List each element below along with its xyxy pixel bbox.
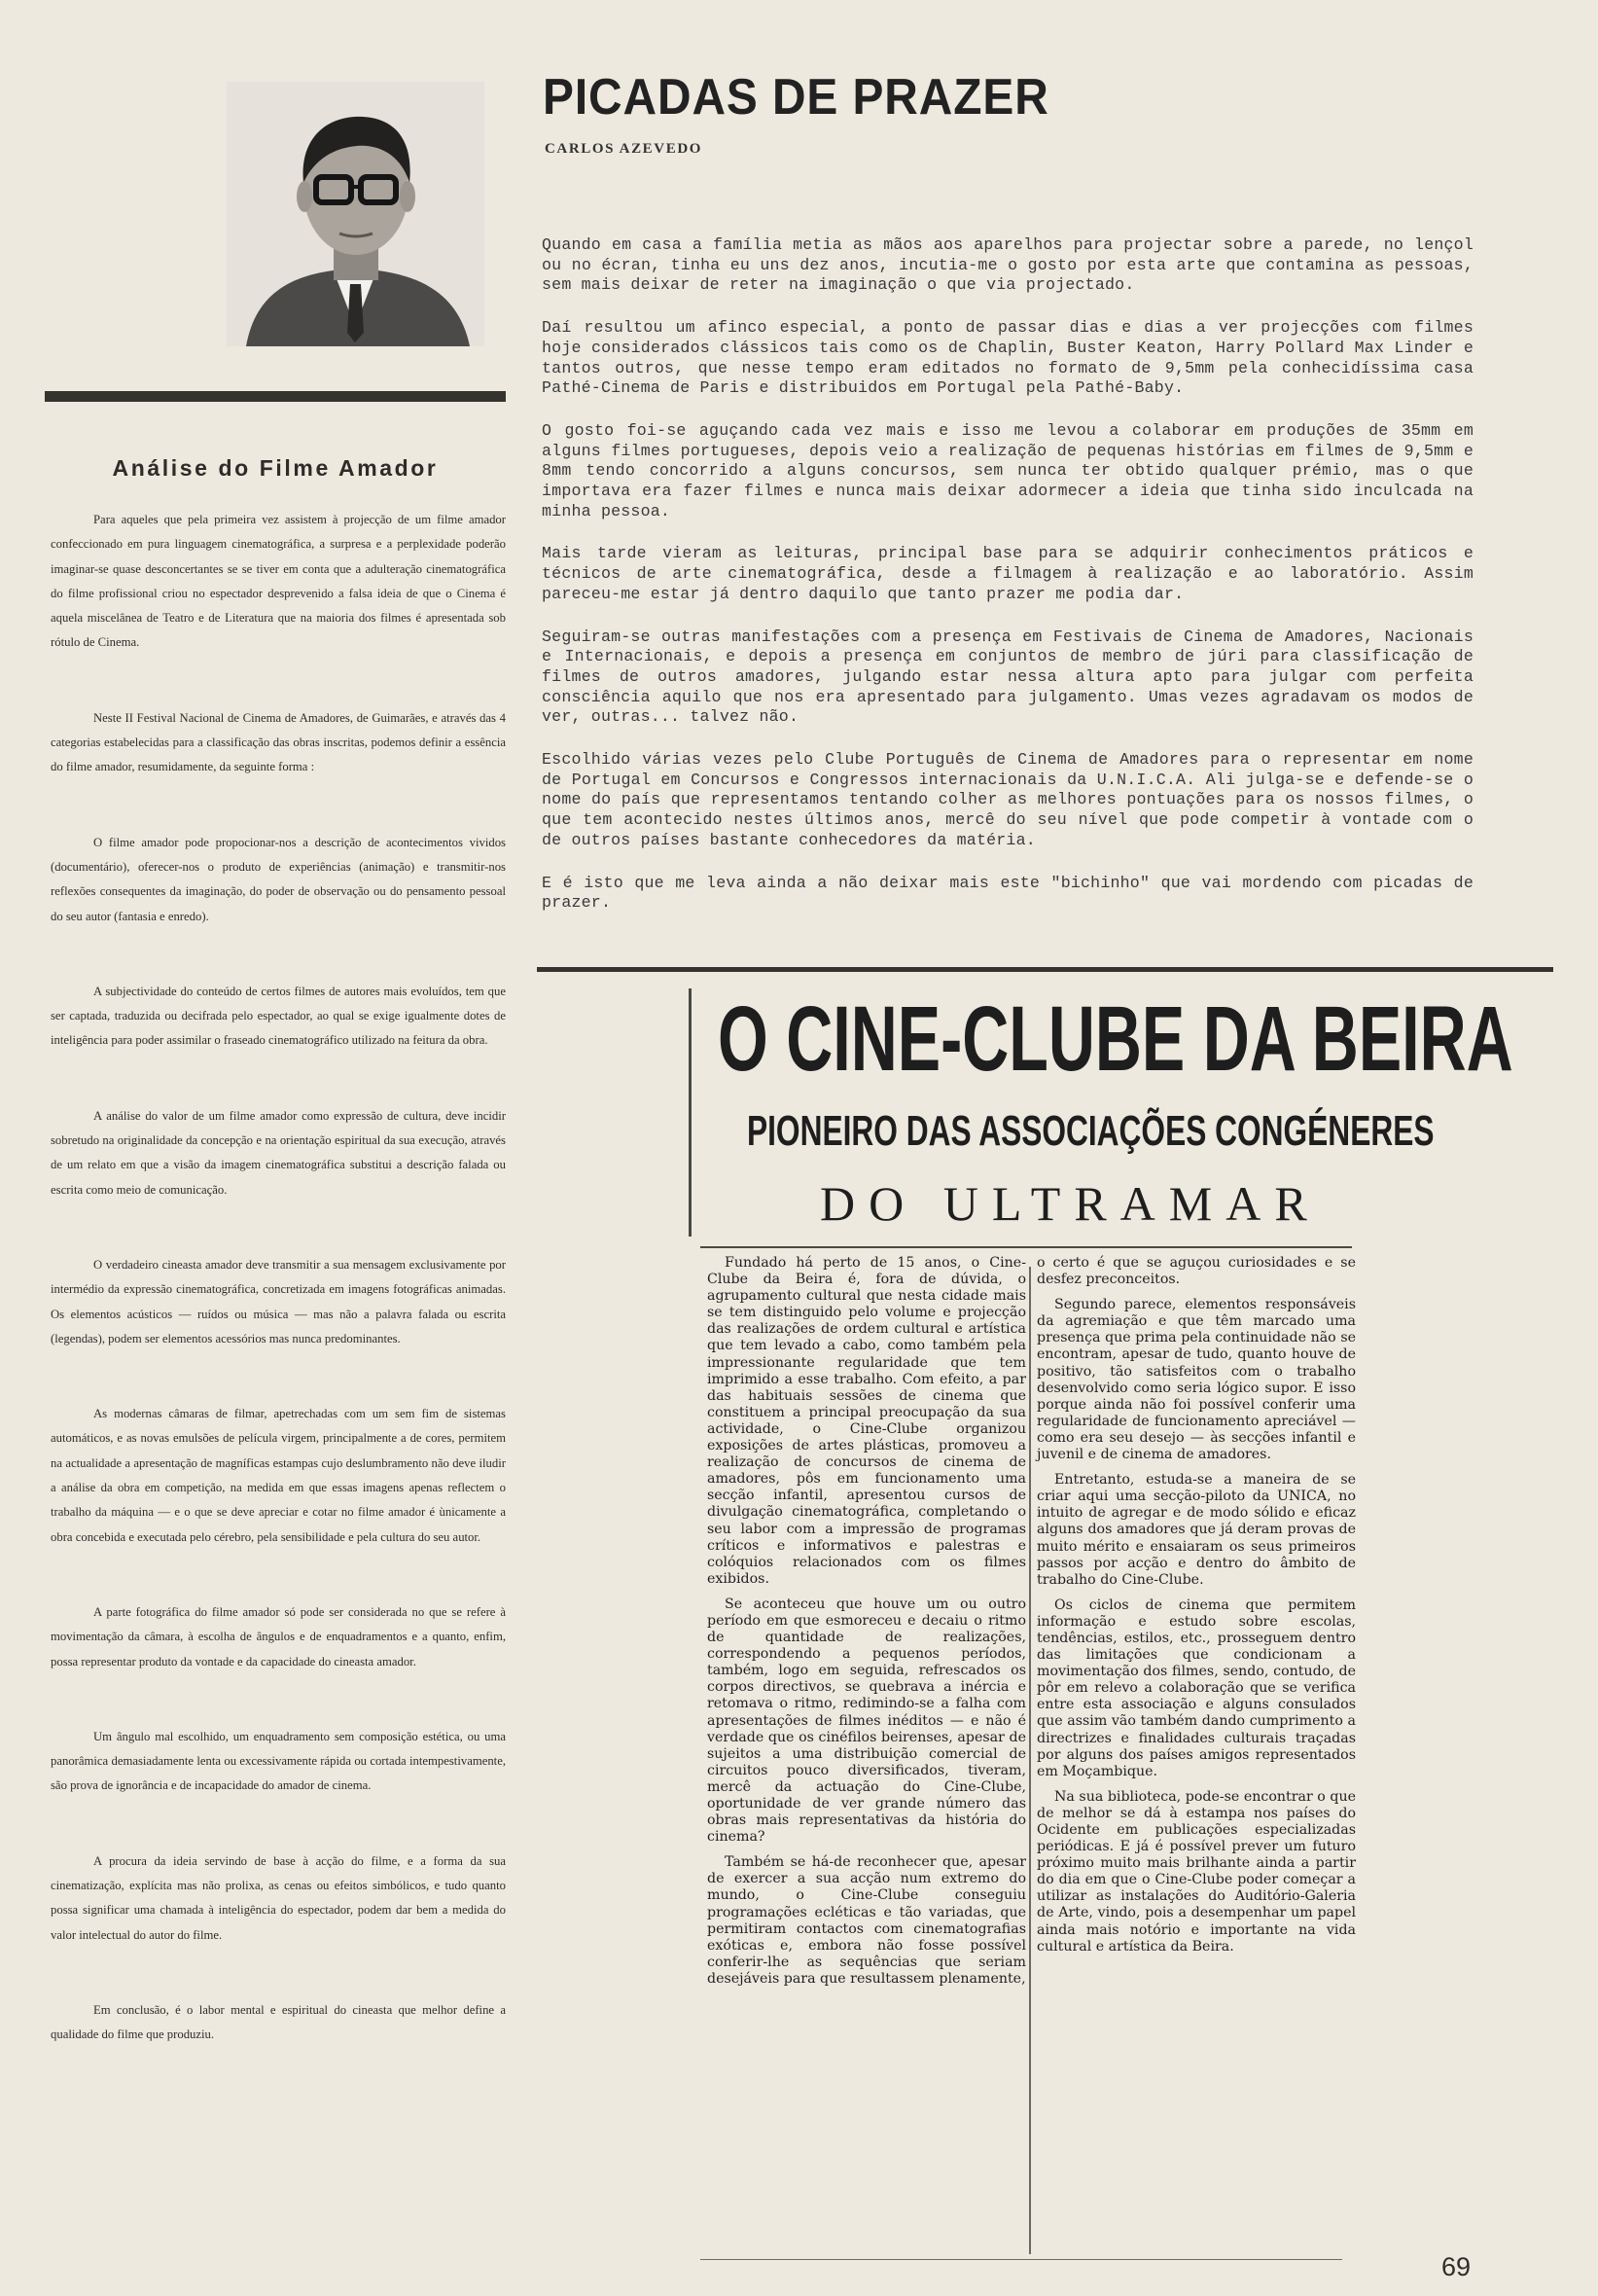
clipping-paragraph: Fundado há perto de 15 anos, o Cine-Clube da Beira é, fora de dúvida, o agrupamento cultural que nesta cidade mais se tem distinguido pelo volume e projecção das realizações de ordem cultural e artística que tem levado a cabo, como também pela impressionante regularidade que tem imprimido a esse trabalho. Com efeito, a par das habituais sessões de cinema que constituem a principal preocupação da sua actividade, o Cine-Clube organizou exposições de artes plásticas, promoveu a realização de concursos de cinema de amadores, pôs em funcionamento uma secção infantil, apresentou cursos de divulgação cinematográfica, completando o seu labor com a impressão de programas críticos e informativos e palestras e colóquios relacionados com os filmes exibidos. — [707, 1255, 1026, 1587]
left-column-heading: Análise do Filme Amador — [112, 455, 439, 481]
author-portrait-photo — [227, 82, 484, 346]
clipping-paragraph: o certo é que se aguçou curiosidades e se desfez preconceitos. — [1037, 1255, 1356, 1288]
clipping-paragraph: Se aconteceu que houve um ou outro período em que esmoreceu e decaiu o ritmo de quantidade de realizações, correspondendo a pequenos períodos, também, logo em seguida, refrescados os corpos directivos, se quebrava a inércia e retomava o ritmo, redimindo-se a falha com apresentações de filmes inéditos — e não é verdade que os cinéfilos beirenses, apesar de sujeitos a uma distribuição comercial de circuitos pouco diversificados, tiveram, mercê da actuação do Cine-Clube, oportunidade de ver grande número das obras mais representativas da história do cinema? — [707, 1596, 1026, 1846]
left-paragraph: Um ângulo mal escolhido, um enquadramento sem composição estética, ou uma panorâmica demasiadamente lenta ou excessivamente rápida ou cortada intempestivamente, são prova de ignorância e de incapacidade do amador de cinema. — [51, 1729, 506, 1793]
clipping-headline: O CINE-CLUBE DA BEIRA — [718, 987, 1513, 1091]
section-divider — [537, 967, 1553, 972]
page-number: 69 — [1441, 2252, 1472, 2281]
article-body — [542, 235, 1474, 936]
left-paragraph: Neste II Festival Nacional de Cinema de Amadores, de Guimarães, e através das 4 categorias estabelecidas para a classificação das obras inscritas, podemos definir a essência do filme amador, resumidamente, da seguinte forma : — [51, 710, 506, 774]
clipping-edge-line — [689, 988, 692, 1237]
left-paragraph: O verdadeiro cineasta amador deve transmitir a sua mensagem exclusivamente por intermédio da expressão cinematográfica, concretizada em imagens fotográficas animadas. Os elementos acústicos — ruídos ou música — mas não a palavra falada ou escrita (legendas), podem ser elementos acessórios mas nunca predominantes. — [51, 1257, 506, 1345]
clipping-paragraph: Os ciclos de cinema que permitem informação e estudo sobre escolas, tendências, estilos, etc., prosseguem dentro das limitações que condicionam a movimentação dos filmes, sendo, contudo, de pôr em relevo a colaboração que se verifica entre esta associação e alguns consulados que assim vão também dando cumprimento a directrizes e finalidades culturais traçadas por alguns dos países amigos representados em Moçambique. — [1037, 1596, 1356, 1779]
clipping-paragraph: Entretanto, estuda-se a maneira de se criar aqui uma secção-piloto da UNICA, no intuito de agregar e de modo sólido e eficaz alguns dos amadores que já deram provas de muito mérito e ensaiaram os seus primeiros passos por acção e dentro do âmbito de trabalho do Cine-Clube. — [1037, 1472, 1356, 1588]
article-paragraph: Seguiram-se outras manifestações com a presença em Festivais de Cinema de Amadores, Nacionais e Internacionais, e depois a presença em conjuntos de membro de júri para classificação de filmes de outros amadores, julgando estar nessa altura apto para julgar com perfeita consciência aquilo que nos era apresentado para julgamento. Umas vezes agradavam os modos de ver, outras... talvez não. — [542, 627, 1474, 727]
clipping-paragraph: Segundo parece, elementos responsáveis da agremiação e que têm marcado uma presença que prima pela continuidade não se encontram, apesar de tudo, quanto houve de positivo, tão satisfeitos com o trabalho desenvolvido como seria lógico supor. E isso porque ainda não foi possível conferir uma regularidade de funcionamento apreciável — como era seu desejo — às secções infantil e juvenil e de cinema de amadores. — [1037, 1297, 1356, 1463]
left-paragraph: O filme amador pode propocionar-nos a descrição de acontecimentos vividos (documentário), oferecer-nos o produto de experiências (animação) e transmitir-nos reflexões consequentes da imaginação, do poder de observação ou do pensamento pessoal do seu autor (fantasia e enredo). — [51, 835, 506, 923]
clipping-column-2 — [1037, 1255, 1356, 1964]
article-paragraph: Escolhido várias vezes pelo Clube Português de Cinema de Amadores para o representar em nome de Portugal em Concursos e Congressos internacionais da U.N.I.C.A. Ali julga-se e defende-se o nome do país que representamos tentando colher as melhores pontuações para os nossos filmes, o que tem acontecido nestes últimos anos, mercê do seu nível que pode competir à vontade com o de outros países bastante conhecedores da matéria. — [542, 750, 1474, 849]
clipping-paragraph: Na sua biblioteca, pode-se encontrar o que de melhor se dá à estampa nos países do Ocidente em publicações especializadas periódicas. E já é possível prever um futuro próximo muito mais brilhante ainda a partir do dia em que o Cine-Clube poder começar a utilizar as instalações do Auditório-Galeria de Arte, vindo, pois a desempenhar um papel ainda mais notório e importante na vida cultural e artística da Beira. — [1037, 1788, 1356, 1955]
clipping-subheadline-2: DO ULTRAMAR — [820, 1176, 1321, 1231]
article-paragraph: Quando em casa a família metia as mãos aos aparelhos para projectar sobre a parede, no lençol ou no écran, tinha eu uns dez anos, incutia-me o gosto por esta arte que contamina as pessoas, sem mais deixar de reter na imaginação o que via projectado. — [542, 235, 1474, 295]
article-paragraph: Daí resultou um afinco especial, a ponto de passar dias e dias a ver projecções com filmes hoje considerados clássicos tais como os de Chaplin, Buster Keaton, Harry Pollard Max Linder e tantos outros, que nesse tempo eram editados no formato de 9,5mm pela conhecidíssima casa Pathé-Cinema de Paris e distribuidos em Portugal pela Pathé-Baby. — [542, 318, 1474, 398]
left-column-divider — [45, 391, 506, 402]
article-author: CARLOS AZEVEDO — [545, 141, 703, 157]
clipping-subheadline: PIONEIRO DAS ASSOCIAÇÕES CONGÉNERES — [747, 1107, 1435, 1155]
article-paragraph: Mais tarde vieram as leituras, principal base para se adquirir conhecimentos práticos e técnicos de arte cinematográfica, desde a filmagem à realização e ao laboratório. Assim pareceu-me estar já dentro daquilo que tanto prazer me podia dar. — [542, 544, 1474, 603]
left-paragraph: Para aqueles que pela primeira vez assistem à projecção de um filme amador confeccionado em pura linguagem cinematográfica, a surpresa e a perplexidade poderão imaginar-se quase desconcertantes se se tiver em conta que a adulteração cinematográfica do filme profissional criou no espectador desprevenido a falsa ideia de que o Cinema é aquela miscelânea de Teatro e de Literatura que na maioria dos filmes é apresentada sob rótulo de Cinema. — [51, 513, 506, 650]
article-title: PICADAS DE PRAZER — [543, 69, 1049, 126]
article-paragraph: E é isto que me leva ainda a não deixar mais este "bichinho" que vai mordendo com picadas de prazer. — [542, 873, 1474, 913]
left-paragraph: A análise do valor de um filme amador como expressão de cultura, deve incidir sobretudo na originalidade da concepção e na orientação espiritual da sua execução, através de um relato em que a visão da imagem cinematográfica substitui a descrição falada ou escrita como meio de comunicação. — [51, 1108, 506, 1197]
left-paragraph: As modernas câmaras de filmar, apetrechadas com um sem fim de sistemas automáticos, e as novas emulsões de película virgem, principalmente a de cores, permitem na actualidade a apresentação de magníficas estampas cujo deslumbramento não deve iludir a análise da obra em competição, na medida em que essas imagens apenas reflectem o trabalho da máquina — e o que se deve apreciar e cotar no filme amador é ùnicamente a obra concebida e executada pelo cérebro, pela sensibilidade e pela cultura do seu autor. — [51, 1407, 506, 1544]
clipping-top-rule — [700, 1246, 1352, 1248]
left-column-body — [51, 508, 506, 2098]
left-paragraph: A procura da ideia servindo de base à acção do filme, e a forma da sua cinematização, explícita mas não prolixa, as cenas ou efeitos simbólicos, e tudo quanto possa significar uma chamada à inteligência do espectador, podem dar bem a medida do valor intelectual do autor do filme. — [51, 1853, 506, 1942]
clipping-column-divider — [1029, 1267, 1031, 2254]
clipping-column-1 — [707, 1255, 1026, 1996]
left-paragraph: Em conclusão, é o labor mental e espiritual do cineasta que melhor define a qualidade do filme que produziu. — [51, 2002, 506, 2042]
left-paragraph: A parte fotográfica do filme amador só pode ser considerada no que se refere à movimentação da câmara, à escolha de ângulos e de enquadramentos e a quanto, enfim, possa representar produto da vontade e da capacidade do cineasta amador. — [51, 1604, 506, 1668]
clipping-paragraph: Também se há-de reconhecer que, apesar de exercer a sua acção num extremo do mundo, o Cine-Clube conseguiu programações ecléticas e tão variadas, que permitiram contactos com cinematografias exóticas e, embora não fosse possível conferir-lhe as sequências que seriam desejáveis para que resultassem plenamente, — [707, 1854, 1026, 1987]
clipping-bottom-rule — [700, 2259, 1342, 2260]
left-paragraph: A subjectividade do conteúdo de certos filmes de autores mais evoluídos, tem que ser captada, traduzida ou decifrada pelo espectador, ao qual se exige igualmente dotes de inteligência para poder assimilar o fraseado cinematográfico utilizado na feitura da obra. — [51, 984, 506, 1048]
article-paragraph: O gosto foi-se aguçando cada vez mais e isso me levou a colaborar em produções de 35mm em alguns filmes portugueses, depois veio a realização de pequenas histórias em filmes de 9,5mm e 8mm tendo concorrido a alguns concursos, sem nunca ter obtido qualquer prémio, mas o que importava era fazer filmes e nunca mais deixar adormecer a ideia que tinha sido inculcada na minha pessoa. — [542, 420, 1474, 520]
